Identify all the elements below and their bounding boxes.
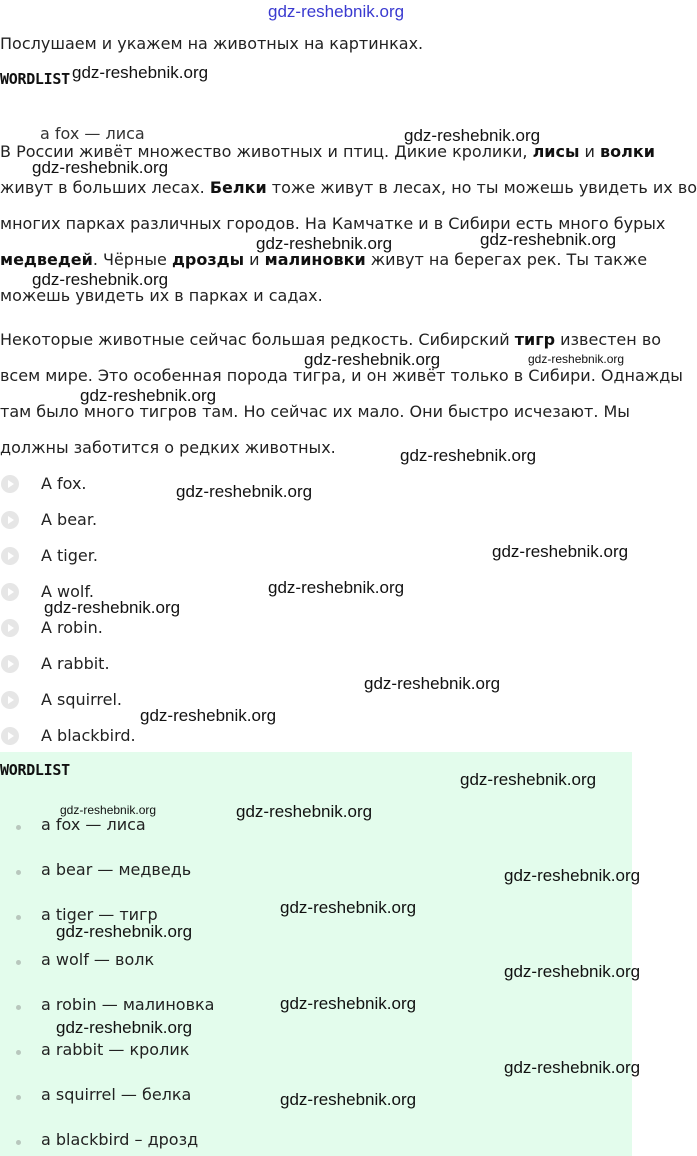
watermark: gdz-reshebnik.org xyxy=(280,1090,417,1109)
watermark: gdz-reshebnik.org xyxy=(504,866,641,885)
text-run: . Чёрные xyxy=(92,250,172,269)
text-run: многих парках различных городов. На Камчатке и в Сибири есть много бурых xyxy=(0,214,666,233)
bullet-icon xyxy=(16,1140,21,1145)
option-label: A blackbird. xyxy=(41,726,136,745)
play-icon[interactable] xyxy=(1,511,19,529)
bullet-icon xyxy=(16,960,21,965)
bold-word: дрозды xyxy=(171,250,245,269)
option-label: A fox. xyxy=(41,474,87,493)
watermark: gdz-reshebnik.org xyxy=(304,350,441,369)
option-label: A bear. xyxy=(41,510,98,529)
watermark: gdz-reshebnik.org xyxy=(504,1058,641,1077)
option-label: A wolf. xyxy=(41,582,94,601)
play-icon[interactable] xyxy=(1,583,19,601)
bullet-icon xyxy=(16,915,21,920)
option-label: A robin. xyxy=(41,618,103,637)
wordlist-heading: WORDLIST xyxy=(0,761,70,779)
text-run: Некоторые животные сейчас большая редкость. Сибирский xyxy=(0,330,515,349)
bullet-icon xyxy=(16,1095,21,1100)
play-icon[interactable] xyxy=(1,691,19,709)
watermark: gdz-reshebnik.org xyxy=(460,770,597,789)
watermark: gdz-reshebnik.org xyxy=(80,386,217,405)
watermark: gdz-reshebnik.org xyxy=(504,962,641,981)
bold-word: тигр xyxy=(514,330,556,349)
bold-word: Белки xyxy=(209,178,267,197)
text-run: там было много тигров там. Но сейчас их мало. Они быстро исчезают. Мы xyxy=(0,402,630,421)
text-run: можешь увидеть их в парках и садах. xyxy=(0,286,323,305)
wordlist-entry: a blackbird – дрозд xyxy=(41,1130,199,1149)
play-icon[interactable] xyxy=(1,655,19,673)
watermark: gdz-reshebnik.org xyxy=(140,706,277,725)
play-icon[interactable] xyxy=(1,727,19,745)
text-run: тоже живут в лесах, но ты можешь увидеть их во xyxy=(266,178,697,197)
wordlist-entry: a fox — лиса xyxy=(41,815,146,834)
wordlist-heading-top: WORDLIST xyxy=(0,70,70,88)
watermark: gdz-reshebnik.org xyxy=(32,158,169,177)
watermark-top: gdz-reshebnik.org xyxy=(268,2,405,21)
watermark: gdz-reshebnik.org xyxy=(280,994,417,1013)
watermark: gdz-reshebnik.org xyxy=(176,482,313,501)
watermark: gdz-reshebnik.org xyxy=(56,1018,193,1037)
bullet-icon xyxy=(16,1005,21,1010)
paragraph-line xyxy=(0,430,683,466)
option-label: A tiger. xyxy=(41,546,98,565)
bullet-icon xyxy=(16,825,21,830)
text-run: известен во xyxy=(555,330,662,349)
watermark: gdz-reshebnik.org xyxy=(400,446,537,465)
text-run: живут в больших лесах. xyxy=(0,178,210,197)
play-icon[interactable] xyxy=(1,619,19,637)
watermark: gdz-reshebnik.org xyxy=(492,542,629,561)
bullet-icon xyxy=(16,870,21,875)
option-label: A squirrel. xyxy=(41,690,123,709)
watermark: gdz-reshebnik.org xyxy=(56,922,193,941)
bold-word: малиновки xyxy=(264,250,366,269)
watermark: gdz-reshebnik.org xyxy=(280,898,417,917)
bullet-icon xyxy=(16,1050,21,1055)
option-label: A rabbit. xyxy=(41,654,110,673)
wordlist-entry: a squirrel — белка xyxy=(41,1085,192,1104)
text-run: и xyxy=(579,142,601,161)
watermark: gdz-reshebnik.org xyxy=(60,803,157,817)
play-icon[interactable] xyxy=(1,475,19,493)
watermark: gdz-reshebnik.org xyxy=(72,63,209,82)
watermark: gdz-reshebnik.org xyxy=(364,674,501,693)
text-run: живут на берегах рек. Ты также xyxy=(365,250,648,269)
play-icon[interactable] xyxy=(1,547,19,565)
watermark: gdz-reshebnik.org xyxy=(268,578,405,597)
clipped-line: a fox — лиса xyxy=(40,124,145,143)
watermark: gdz-reshebnik.org xyxy=(256,234,393,253)
text-run: В России живёт множество животных и птиц. Дикие кролики, xyxy=(0,142,533,161)
bold-word: волки xyxy=(600,142,655,161)
watermark: gdz-reshebnik.org xyxy=(404,126,541,145)
bold-word: лисы xyxy=(532,142,580,161)
text-run: должны заботится о редких животных. xyxy=(0,438,336,457)
bold-word: медведей xyxy=(0,250,93,269)
wordlist-entry: a tiger — тигр xyxy=(41,905,158,924)
wordlist-entry: a wolf — волк xyxy=(41,950,155,969)
watermark: gdz-reshebnik.org xyxy=(480,230,617,249)
watermark: gdz-reshebnik.org xyxy=(528,352,625,366)
wordlist-entry: a robin — малиновка xyxy=(41,995,215,1014)
text-run: и xyxy=(244,250,265,269)
watermark: gdz-reshebnik.org xyxy=(236,802,373,821)
text-run: всем мире. Это особенная порода тигра, и он живёт только в Сибири. Однажды xyxy=(0,366,683,385)
watermark: gdz-reshebnik.org xyxy=(44,598,181,617)
wordlist-entry: a bear — медведь xyxy=(41,860,192,879)
watermark: gdz-reshebnik.org xyxy=(32,270,169,289)
intro-text: Послушаем и укажем на животных на картинках. xyxy=(0,34,424,53)
wordlist-entry: a rabbit — кролик xyxy=(41,1040,190,1059)
